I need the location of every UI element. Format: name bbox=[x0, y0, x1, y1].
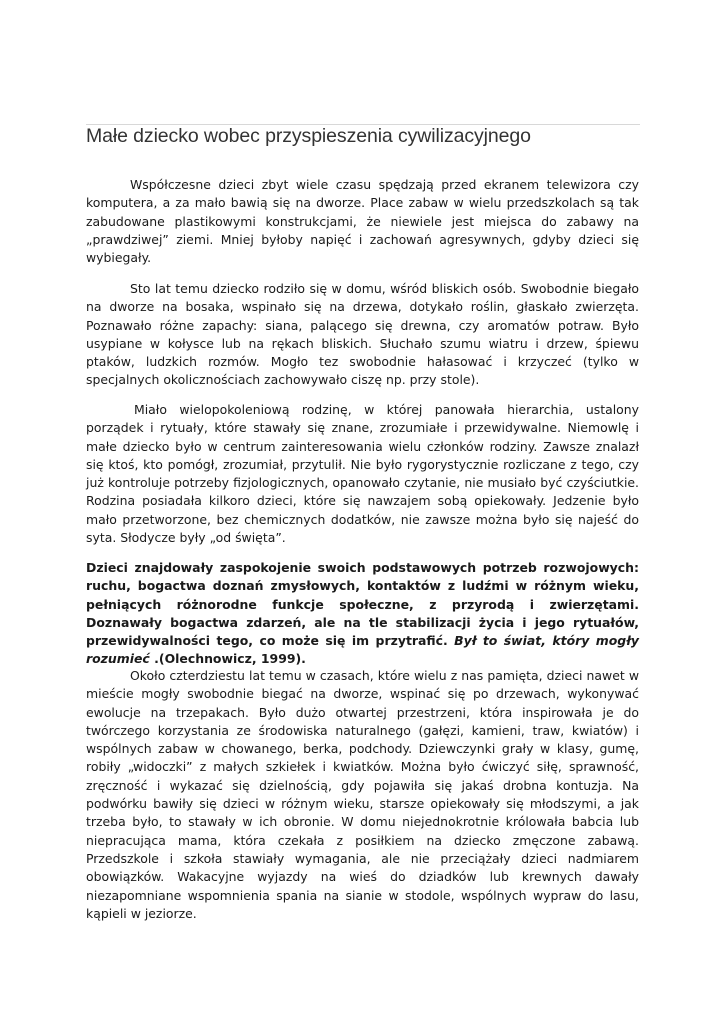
paragraph-text: Współczesne dzieci zbyt wiele czasu spędzają przed ekranem telewizora czy komputera, a za mało bawią się na dworze. Place zabaw w wielu przedszkolach są tak zabudowane plastikowymi konstrukcjami, że niewiele jest miejsca do zabawy na „prawdziwej” ziemi. Mniej byłoby napięć i zachowań agresywnych, gdyby dzieci się wybiegały. bbox=[86, 177, 639, 266]
paragraph-5 bbox=[86, 667, 639, 923]
bold-paragraph bbox=[86, 559, 639, 669]
paragraph-text: Miało wielopokoleniową rodzinę, w której panowała hierarchia, ustalony porządek i rytuały, które stawały się znane, zrozumiałe i przewidywalne. Niemowlę i małe dziecko było w centrum zainteresowania wielu członków rodziny. Zawsze znalazł się ktoś, kto pomógł, zrozumiał, przytulił. Nie było rygorystycznie rozliczane z tego, czy już kontroluje potrzeby fizjologicznych, opanowało czytanie, nie musiało być czyściutkie. Rodzina posiadała kilkoro dzieci, które się nawzajem sobą opiekowały. Jedzenie było mało przetworzone, bez chemicznych dodatków, nie zawsze można było się najeść do syta. Słodycze były „od święta”. bbox=[86, 402, 639, 546]
paragraph-2 bbox=[86, 280, 639, 390]
bold-paragraph-content bbox=[86, 559, 639, 669]
bold-paragraph-text: Dzieci znajdowały zaspokojenie swoich podstawowych potrzeb rozwojowych: ruchu, bogactwa doznań zmysłowych, kontaktów z ludźmi w różnym wieku, pełniących różnorodne funkcje społeczne, z przyrodą i zwierzętami. Doznawały bogactwa zdarzeń, ale na tle stabilizacji życia i jego rytuałów, przewidywalności tego, co może się im przytrafić. bbox=[86, 560, 639, 649]
paragraph-text: Około czterdziestu lat temu w czasach, które wielu z nas pamięta, dzieci nawet w mieście mogły swobodnie biegać na dworze, wspinać się po drzewach, wykonywać ewolucje na trzepakach. Było dużo otwartej przestrzeni, która inspirowała je do twórczego korzystania ze środowiska naturalnego (gałęzi, kamieni, traw, kwiatów) i wspólnych zabaw w chowanego, berka, podchody. Dziewczynki grały w klasy, gumę, robiły „widoczki” z małych szkiełek i kwiatków. Można było ćwiczyć siłę, sprawność, zręczność i wykazać się dzielnością, gdy pojawiła się jakaś drobna kontuzja. Na podwórku bawiły się dzieci w różnym wieku, starsze opiekowały się młodszymi, a jak trzeba było, to stawały w ich obronie. W domu niejednokrotnie królowała babcia lub niepracująca mama, która czekała z posiłkiem na dziecko zmęczone zabawą. Przedszkole i szkoła stawiały wymagania, ale nie przeciążały dzieci nadmiarem obowiązków. Wakacyjne wyjazdy na wieś do dziadków lub krewnych dawały niezapomniane wspomnienia spania na sianie w stodole, wspólnych wypraw do lasu, kąpieli w jeziorze. bbox=[86, 668, 639, 921]
paragraph-text: Sto lat temu dziecko rodziło się w domu, wśród bliskich osób. Swobodnie biegało na dworze na bosaka, wspinało się na drzewa, dotykało roślin, głaskało zwierzęta. Poznawało różne zapachy: siana, palącego się drewna, czy aromatów potraw. Było usypiane w kołysce lub na rękach bliskich. Słuchało szumu wiatru i drzew, śpiewu ptaków, ludzkich rozmów. Mogło tez swobodnie hałasować i krzyczeć (tylko w specjalnych okolicznościach zachowywało ciszę np. przy stole). bbox=[86, 281, 639, 388]
paragraph-3 bbox=[86, 401, 639, 547]
italic-quote: Był to świat, który mogły rozumieć bbox=[86, 633, 639, 667]
document-title: Małe dziecko wobec przyspieszenia cywilizacyjnego bbox=[86, 125, 531, 147]
citation: .(Olechnowicz, 1999). bbox=[154, 651, 306, 667]
paragraph-1 bbox=[86, 176, 639, 267]
